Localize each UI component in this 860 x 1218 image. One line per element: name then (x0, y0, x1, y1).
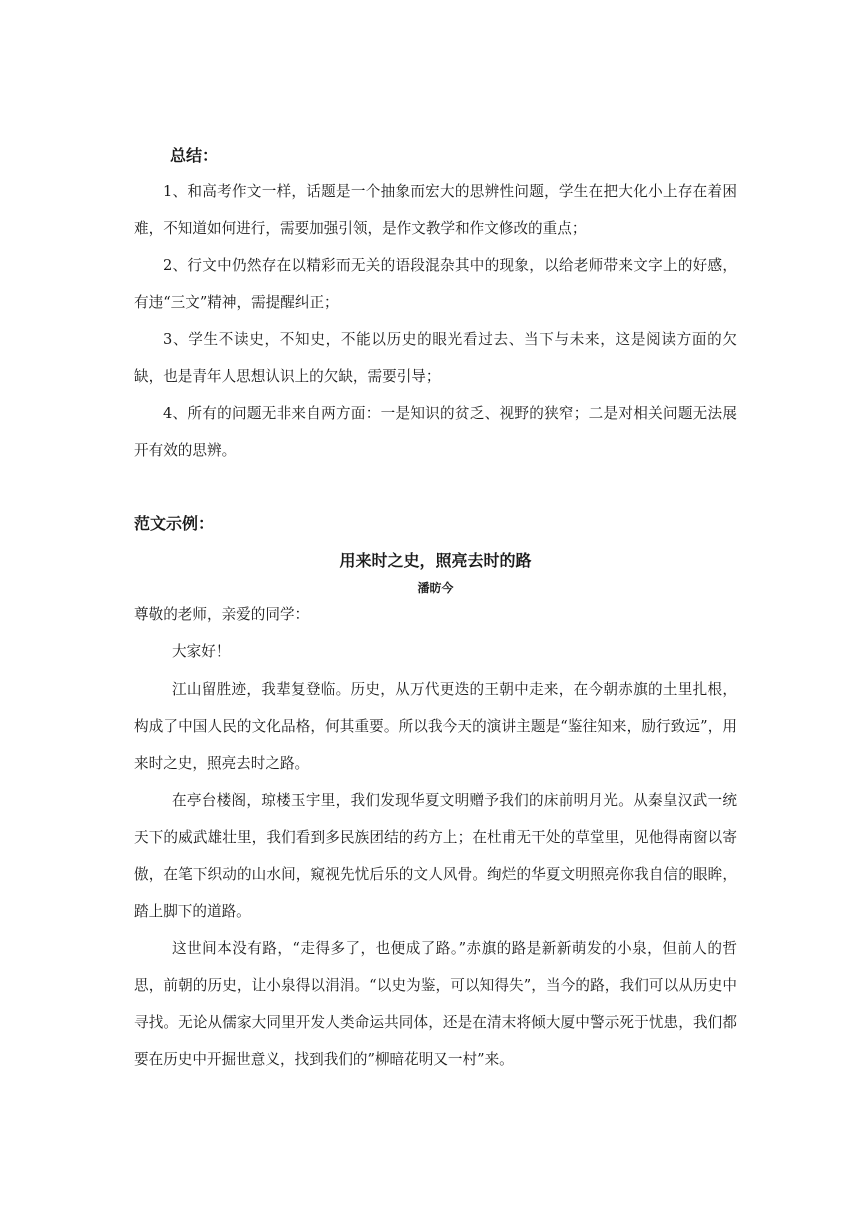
summary-item-3: 3、学生不读史，不知史，不能以历史的眼光看过去、当下与未来，这是阅读方面的欠缺，也是青年人思想认识上的欠缺，需要引导； (134, 331, 737, 385)
essay-greeting: 大家好！ (172, 643, 231, 660)
essay-author: 潘昉今 (417, 581, 454, 595)
essay-paragraph-1: 江山留胜迹，我辈复登临。历史，从万代更迭的王朝中走来，在今朝赤旗的土里扎根，构成了中国人民的文化品格，何其重要。所以我今天的演讲主题是“鉴往知来，励行致远”，用来时之史，照亮去时之路。 (134, 681, 737, 772)
essay-paragraph-3: 这世间本没有路，“走得多了，也便成了路。”赤旗的路是新新萌发的小泉，但前人的哲思，前朝的历史，让小泉得以涓涓。“以史为鉴，可以知得失”，当今的路，我们可以从历史中寻找。无论从儒家大同里开发人类命运共同体，还是在清末将倾大厦中警示死于忧患，我们都要在历史中开掘世意义，找到我们的”柳暗花明又一村”来。 (134, 940, 737, 1068)
summary-item-1: 1、和高考作文一样，话题是一个抽象而宏大的思辨性问题，学生在把大化小上存在着困难，不知道如何进行，需要加强引领，是作文教学和作文修改的重点； (134, 183, 737, 237)
essay-salutation: 尊敬的老师，亲爱的同学： (134, 606, 310, 623)
summary-item-2: 2、行文中仍然存在以精彩而无关的语段混杂其中的现象，以给老师带来文字上的好感，有违“三文”精神，需提醒纠正； (134, 257, 737, 311)
summary-heading: 总结： (170, 146, 219, 165)
essay-paragraph-2: 在亭台楼阁，琼楼玉宇里，我们发现华夏文明赠予我们的床前明月光。从秦皇汉武一统天下的威武雄壮里，我们看到多民族团结的药方上；在杜甫无干处的草堂里，见他得南窗以寄傲，在笔下织动的山水间，窥视先忧后乐的文人风骨。绚烂的华夏文明照亮你我自信的眼眸，踏上脚下的道路。 (134, 792, 737, 920)
example-heading: 范文示例： (134, 514, 215, 533)
summary-item-4: 4、所有的问题无非来自两方面：一是知识的贫乏、视野的狭窄；二是对相关问题无法展开有效的思辨。 (134, 405, 737, 459)
essay-title: 用来时之史，照亮去时的路 (339, 551, 532, 570)
